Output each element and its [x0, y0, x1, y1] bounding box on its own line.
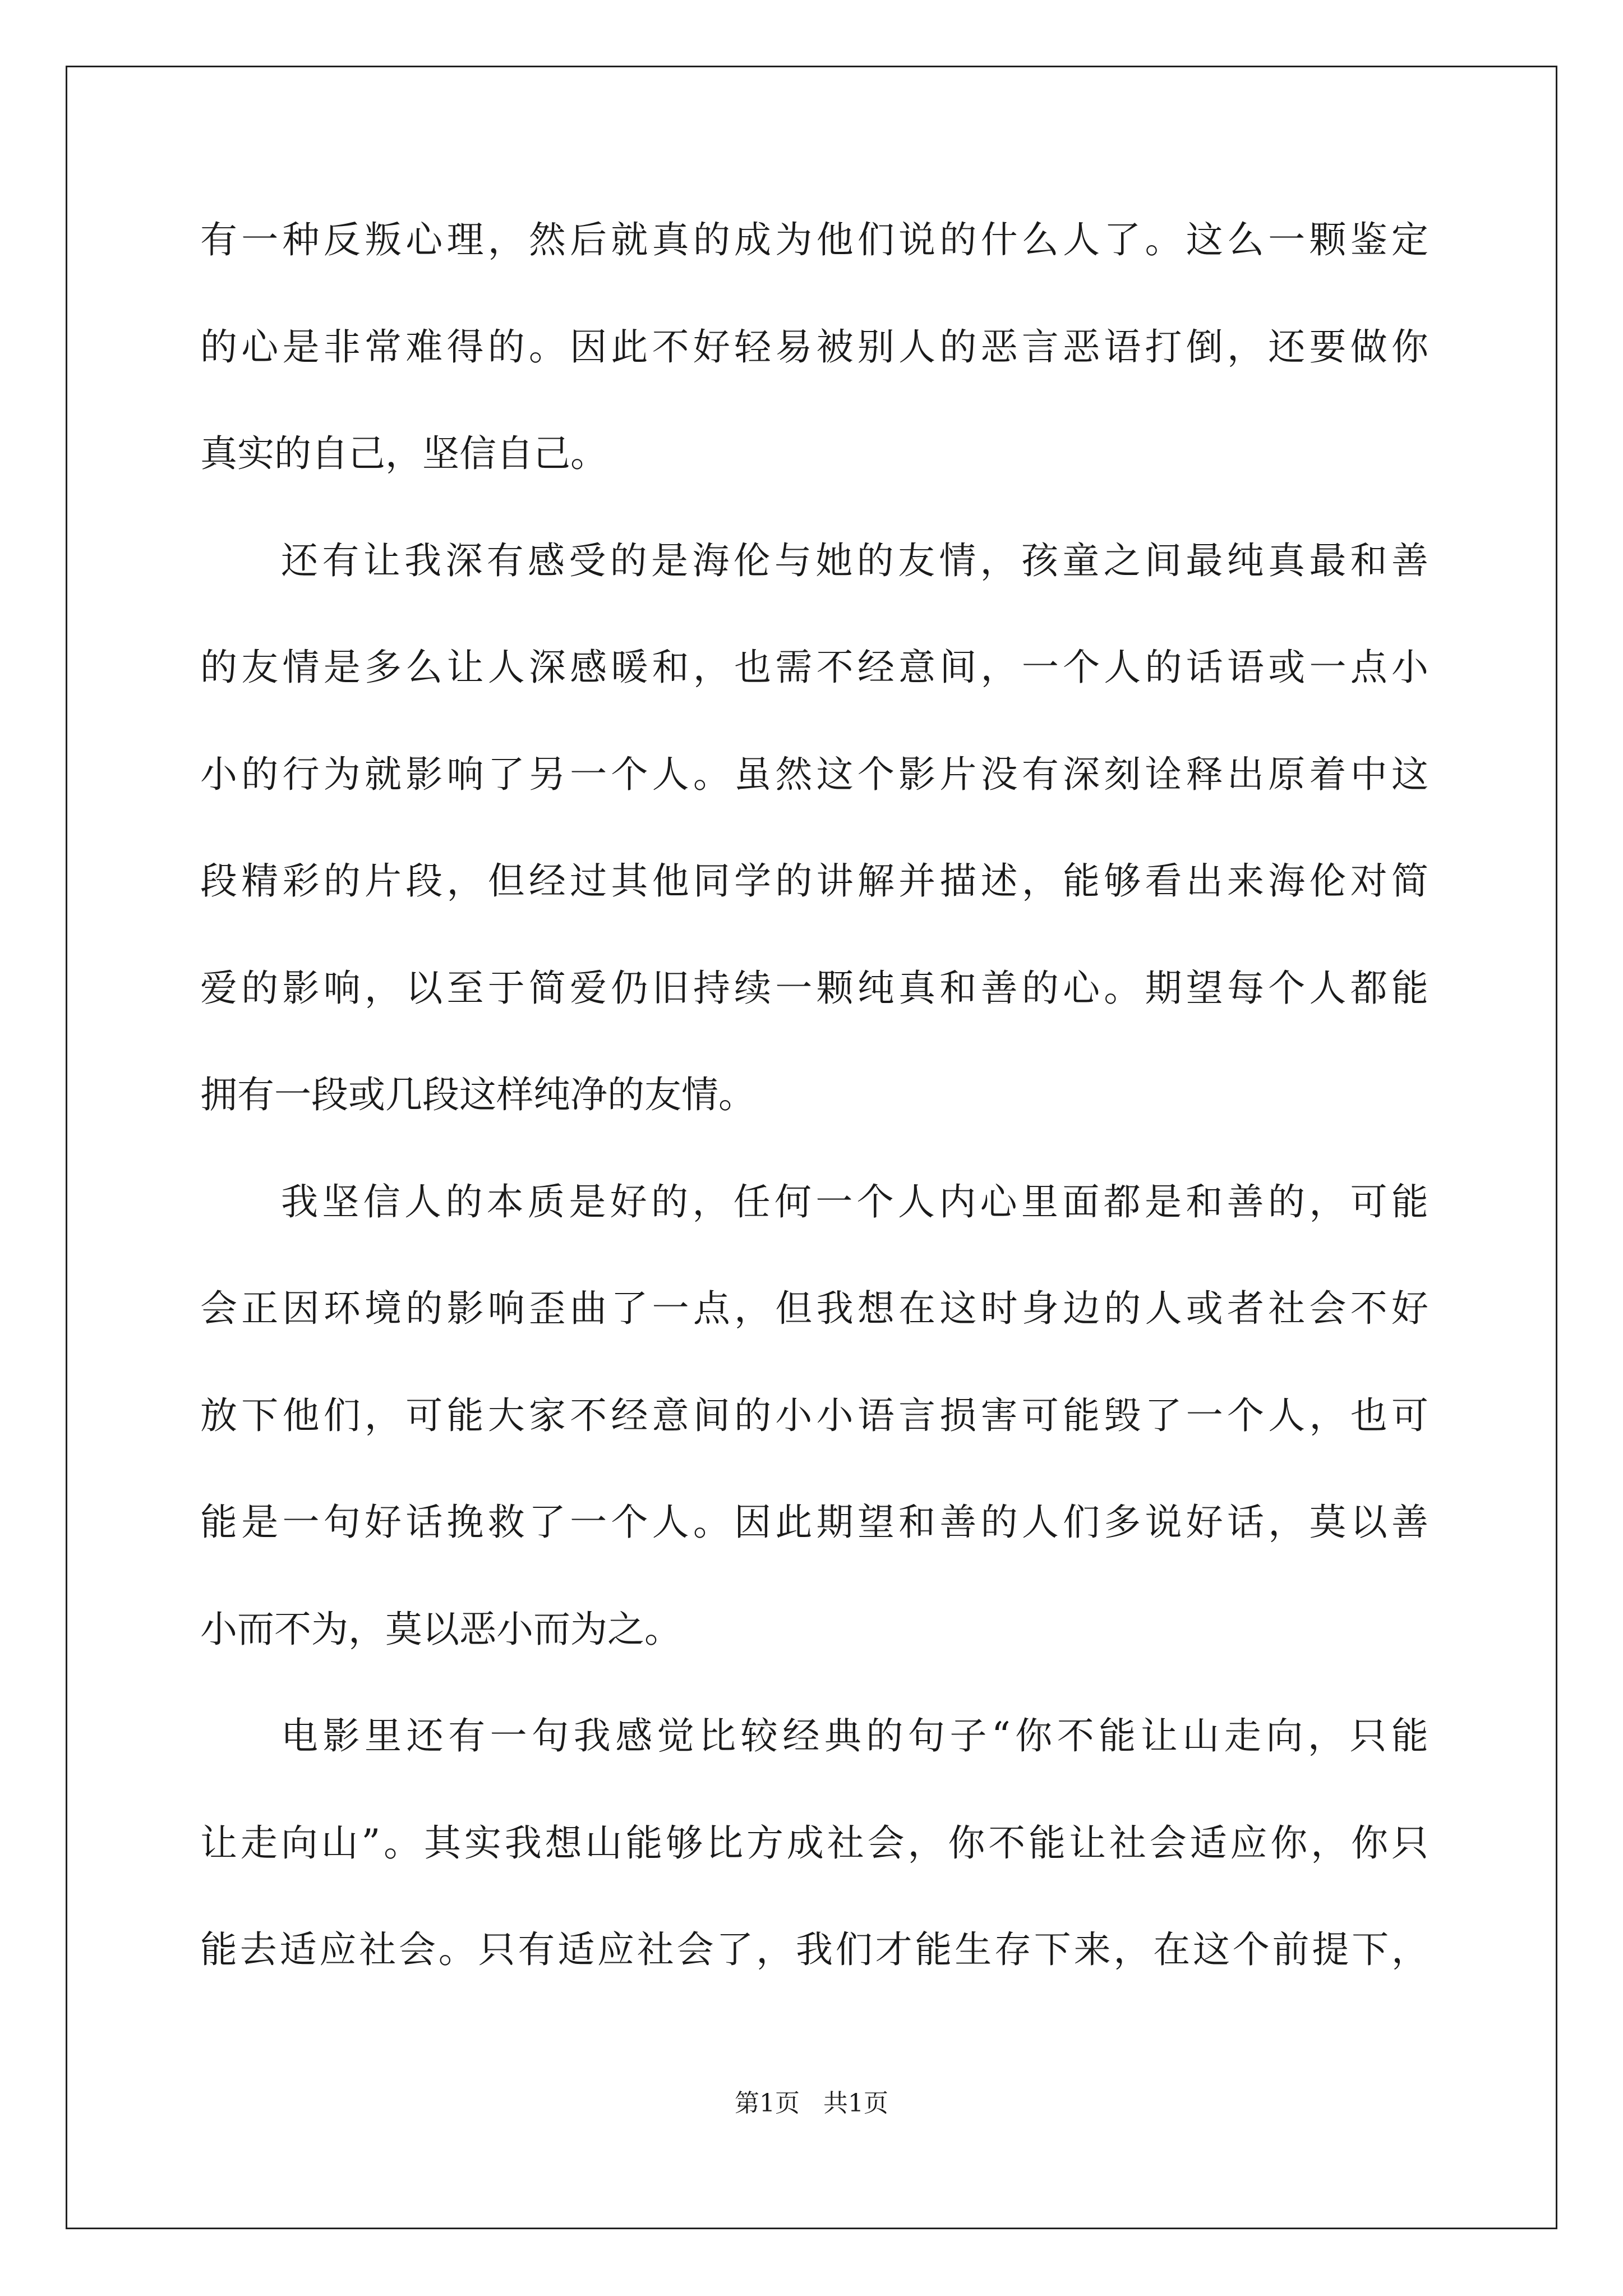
- text-line: 让走向山”。其实我想山能够比方成社会，你不能让社会适应你，你只: [200, 1821, 1428, 1865]
- text-line: 有一种反叛心理，然后就真的成为他们说的什么人了。这么一颗鉴定: [200, 218, 1428, 261]
- text-line: 段精彩的片段，但经过其他同学的讲解并描述，能够看出来海伦对简: [200, 859, 1428, 903]
- paragraph-start-line: 电影里还有一句我感觉比较经典的句子“你不能让山走向，只能: [281, 1714, 1428, 1757]
- text-line: 能去适应社会。只有适应社会了，我们才能生存下来，在这个前提下，: [200, 1928, 1428, 1971]
- text-line: 的心是非常难得的。因此不好轻易被别人的恶言恶语打倒，还要做你: [200, 325, 1428, 369]
- paragraph-start-line: 我坚信人的本质是好的，任何一个人内心里面都是和善的，可能: [281, 1180, 1428, 1223]
- page-number-footer: 第1页 共1页: [735, 2089, 888, 2118]
- text-line: 能是一句好话挽救了一个人。因此期望和善的人们多说好话，莫以善: [200, 1501, 1428, 1544]
- document-body: [200, 218, 1428, 2039]
- paragraph-start-line: 还有让我深有感受的是海伦与她的友情，孩童之间最纯真最和善: [281, 539, 1428, 582]
- text-line: 拥有一段或几段这样纯净的友情。: [200, 1073, 755, 1116]
- text-line: 的友情是多么让人深感暖和，也需不经意间，一个人的话语或一点小: [200, 646, 1428, 689]
- text-line: 放下他们，可能大家不经意间的小小语言损害可能毁了一个人，也可: [200, 1393, 1428, 1437]
- text-line: 爱的影响，以至于简爱仍旧持续一颗纯真和善的心。期望每个人都能: [200, 966, 1428, 1010]
- text-line: 小而不为，莫以恶小而为之。: [200, 1607, 681, 1651]
- text-line: 会正因环境的影响歪曲了一点，但我想在这时身边的人或者社会不好: [200, 1287, 1428, 1330]
- text-line: 真实的自己，坚信自己。: [200, 432, 607, 475]
- text-line: 小的行为就影响了另一个人。虽然这个影片没有深刻诠释出原着中这: [200, 752, 1428, 796]
